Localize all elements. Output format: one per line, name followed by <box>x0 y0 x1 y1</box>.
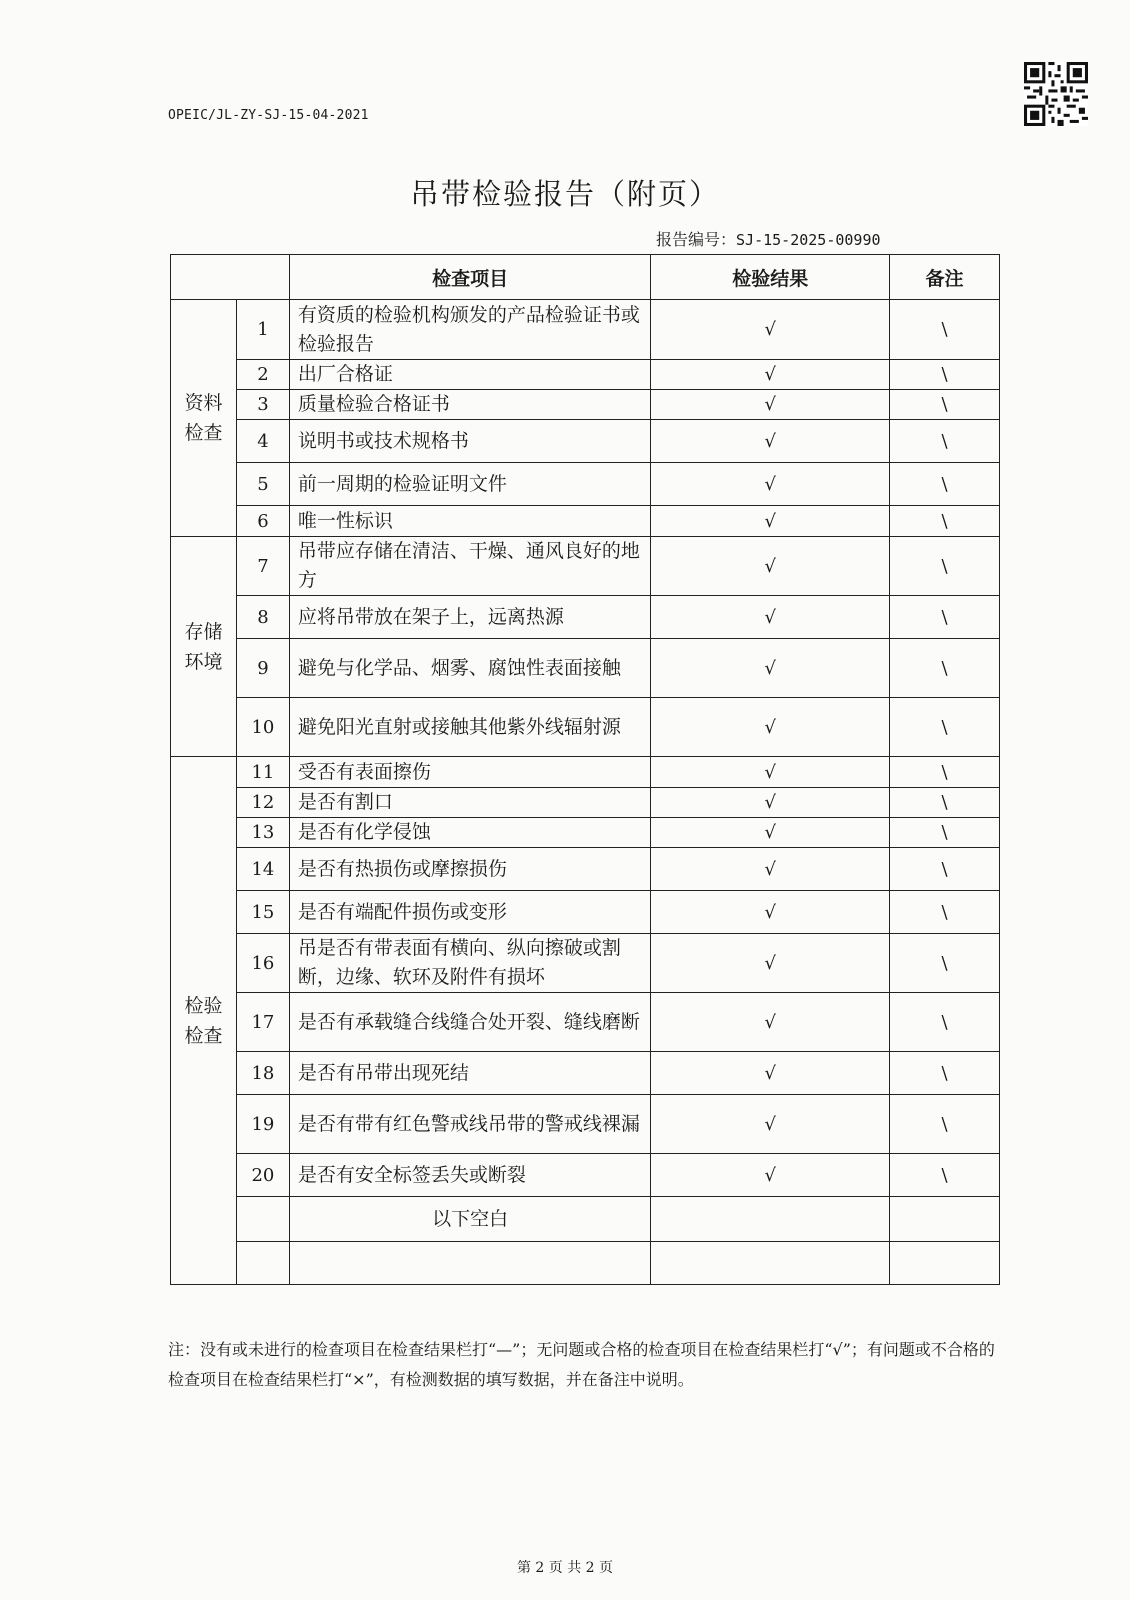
table-header-row <box>171 255 1000 300</box>
row-item: 唯一性标识 <box>289 506 651 537</box>
row-note: \ <box>890 360 1000 390</box>
row-number: 18 <box>236 1052 289 1095</box>
inspection-table <box>170 254 1000 1285</box>
row-result: √ <box>651 300 890 360</box>
table-row <box>171 463 1000 506</box>
row-item: 说明书或技术规格书 <box>289 420 651 463</box>
row-item: 前一周期的检验证明文件 <box>289 463 651 506</box>
table-row <box>171 993 1000 1052</box>
row-note: \ <box>890 506 1000 537</box>
row-note: \ <box>890 788 1000 818</box>
row-number: 10 <box>236 698 289 757</box>
row-result: √ <box>651 848 890 891</box>
table-row <box>171 1095 1000 1154</box>
page-footer: 第 2 页 共 2 页 <box>516 1560 614 1576</box>
category-cell: 资料 检查 <box>171 300 237 537</box>
header-note: 备注 <box>890 255 1000 300</box>
row-item: 是否有吊带出现死结 <box>289 1052 651 1095</box>
row-number <box>236 1242 289 1285</box>
table-row <box>171 537 1000 596</box>
row-note: \ <box>890 757 1000 788</box>
row-item: 是否有化学侵蚀 <box>289 818 651 848</box>
row-item: 是否有安全标签丢失或断裂 <box>289 1154 651 1197</box>
row-item: 应将吊带放在架子上，远离热源 <box>289 596 651 639</box>
table-row <box>171 360 1000 390</box>
row-item: 避免阳光直射或接触其他紫外线辐射源 <box>289 698 651 757</box>
row-item: 是否有带有红色警戒线吊带的警戒线裸漏 <box>289 1095 651 1154</box>
row-item: 吊带应存储在清洁、干燥、通风良好的地方 <box>289 537 651 596</box>
row-item: 是否有端配件损伤或变形 <box>289 891 651 934</box>
row-result: √ <box>651 818 890 848</box>
row-item: 避免与化学品、烟雾、腐蚀性表面接触 <box>289 639 651 698</box>
row-item: 有资质的检验机构颁发的产品检验证书或检验报告 <box>289 300 651 360</box>
row-result: √ <box>651 1052 890 1095</box>
row-item: 是否有热损伤或摩擦损伤 <box>289 848 651 891</box>
row-number: 13 <box>236 818 289 848</box>
footnote: 注：没有或未进行的检查项目在检查结果栏打“—”；无问题或合格的检查项目在检查结果栏打“√”；有问题或不合格的检查项目在检查结果栏打“×”，有检测数据的填写数据，并在备注中说明。 <box>168 1340 995 1389</box>
row-result: √ <box>651 788 890 818</box>
header-result: 检验结果 <box>651 255 890 300</box>
row-note <box>890 1197 1000 1242</box>
table-row <box>171 1197 1000 1242</box>
row-result: √ <box>651 390 890 420</box>
row-note: \ <box>890 891 1000 934</box>
row-result: √ <box>651 537 890 596</box>
header-blank-cell <box>171 255 290 300</box>
row-result: √ <box>651 757 890 788</box>
row-number: 7 <box>236 537 289 596</box>
table-row <box>171 891 1000 934</box>
table-row <box>171 934 1000 993</box>
row-result: √ <box>651 420 890 463</box>
category-cell: 检验 检查 <box>171 757 237 1285</box>
row-number: 11 <box>236 757 289 788</box>
row-note: \ <box>890 300 1000 360</box>
row-result <box>651 1197 890 1242</box>
table-row <box>171 420 1000 463</box>
row-item: 质量检验合格证书 <box>289 390 651 420</box>
table-row <box>171 506 1000 537</box>
report-number-label: 报告编号： <box>656 230 737 249</box>
row-number: 4 <box>236 420 289 463</box>
table-row <box>171 757 1000 788</box>
row-item: 是否有割口 <box>289 788 651 818</box>
row-item: 受否有表面擦伤 <box>289 757 651 788</box>
row-note: \ <box>890 698 1000 757</box>
row-note: \ <box>890 639 1000 698</box>
row-result: √ <box>651 639 890 698</box>
row-item: 出厂合格证 <box>289 360 651 390</box>
row-number: 2 <box>236 360 289 390</box>
row-note: \ <box>890 848 1000 891</box>
table-row <box>171 818 1000 848</box>
row-number <box>236 1197 289 1242</box>
row-note: \ <box>890 1095 1000 1154</box>
row-number: 9 <box>236 639 289 698</box>
row-note: \ <box>890 463 1000 506</box>
row-result: √ <box>651 993 890 1052</box>
table-row <box>171 788 1000 818</box>
table-row <box>171 639 1000 698</box>
table-row <box>171 596 1000 639</box>
category-cell: 存储 环境 <box>171 537 237 757</box>
row-result: √ <box>651 463 890 506</box>
row-result <box>651 1242 890 1285</box>
row-note: \ <box>890 1052 1000 1095</box>
row-note: \ <box>890 934 1000 993</box>
row-number: 1 <box>236 300 289 360</box>
row-note: \ <box>890 818 1000 848</box>
row-number: 3 <box>236 390 289 420</box>
row-note: \ <box>890 596 1000 639</box>
document-code: OPEIC/JL-ZY-SJ-15-04-2021 <box>168 108 369 123</box>
row-note: \ <box>890 390 1000 420</box>
row-result: √ <box>651 596 890 639</box>
report-number-value: SJ-15-2025-00990 <box>736 231 881 249</box>
table-row <box>171 1242 1000 1285</box>
row-number: 12 <box>236 788 289 818</box>
row-result: √ <box>651 506 890 537</box>
table-row <box>171 390 1000 420</box>
row-result: √ <box>651 1095 890 1154</box>
row-note: \ <box>890 537 1000 596</box>
page-title: 吊带检验报告（附页） <box>409 177 720 211</box>
qr-code-icon <box>1024 62 1088 126</box>
row-number: 8 <box>236 596 289 639</box>
table-row <box>171 300 1000 360</box>
row-item: 吊是否有带表面有横向、纵向擦破或割断，边缘、软环及附件有损坏 <box>289 934 651 993</box>
row-item: 是否有承载缝合线缝合处开裂、缝线磨断 <box>289 993 651 1052</box>
table-row <box>171 1052 1000 1095</box>
row-note: \ <box>890 1154 1000 1197</box>
table-row <box>171 1154 1000 1197</box>
row-number: 19 <box>236 1095 289 1154</box>
row-number: 5 <box>236 463 289 506</box>
table-row <box>171 698 1000 757</box>
row-number: 17 <box>236 993 289 1052</box>
row-item <box>289 1242 651 1285</box>
row-number: 20 <box>236 1154 289 1197</box>
row-note: \ <box>890 993 1000 1052</box>
header-item: 检查项目 <box>289 255 651 300</box>
table-row <box>171 848 1000 891</box>
row-note <box>890 1242 1000 1285</box>
row-note: \ <box>890 420 1000 463</box>
row-item: 以下空白 <box>289 1197 651 1242</box>
report-number <box>656 227 881 250</box>
row-result: √ <box>651 360 890 390</box>
row-number: 15 <box>236 891 289 934</box>
row-result: √ <box>651 891 890 934</box>
row-number: 16 <box>236 934 289 993</box>
row-number: 6 <box>236 506 289 537</box>
row-result: √ <box>651 698 890 757</box>
row-number: 14 <box>236 848 289 891</box>
row-result: √ <box>651 934 890 993</box>
row-result: √ <box>651 1154 890 1197</box>
